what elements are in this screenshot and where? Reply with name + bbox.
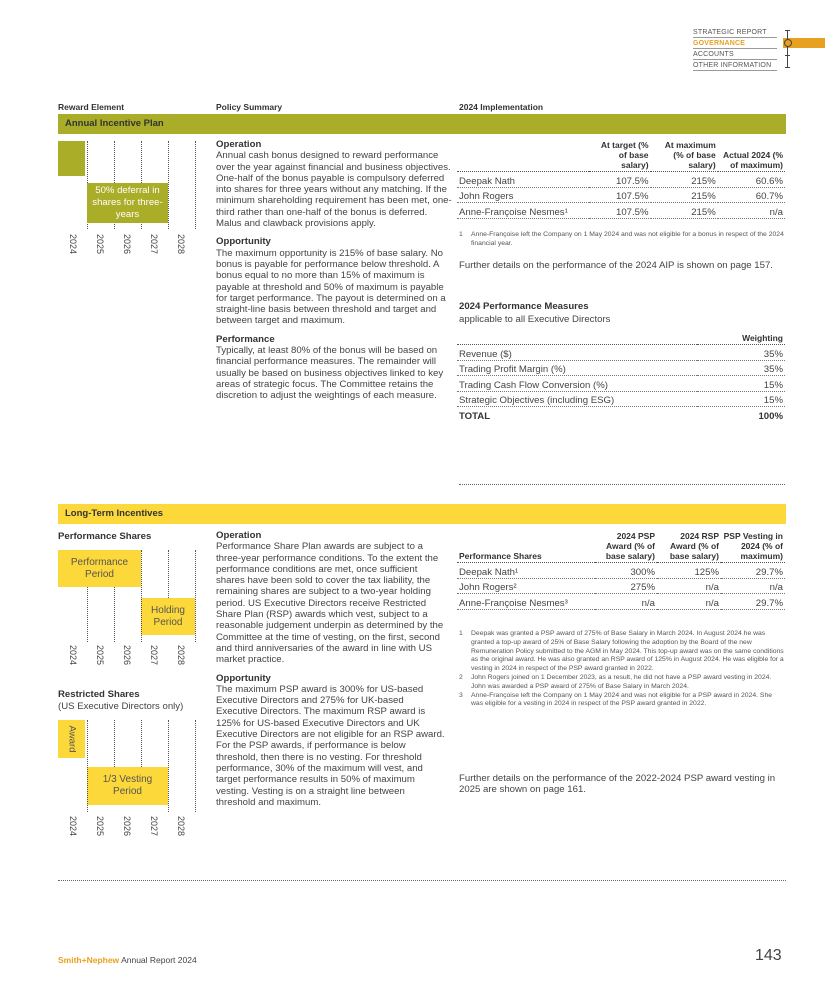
performance-shares-title: Performance Shares <box>58 531 152 542</box>
vesting-period-box: 1/3 Vesting Period <box>87 767 168 805</box>
timeline-year: 2028 <box>176 816 186 837</box>
nav-tick <box>785 55 790 56</box>
aip-performance-heading: Performance <box>216 333 275 345</box>
at-max-value: 215% <box>651 203 718 219</box>
footnote-text: Anne-Françoise left the Company on 1 May 2024 and was not eligible for a bonus in respect of the 2024 financial year. <box>471 231 784 247</box>
rsp-value: n/a <box>657 594 721 610</box>
director-name: Anne-Françoise Nesmes¹ <box>457 203 589 219</box>
director-name: Deepak Nath¹ <box>457 563 595 579</box>
timeline-year: 2027 <box>149 645 159 666</box>
measure-weight: 15% <box>697 391 785 407</box>
footnote-number: 1 <box>459 231 463 238</box>
lti-col-psp: 2024 PSP Award (% of base salary) <box>595 531 657 563</box>
table-total-row <box>457 407 785 423</box>
measures-table-header <box>457 333 785 345</box>
timeline-divider <box>168 550 169 598</box>
timeline-divider <box>168 141 169 229</box>
at-target-value: 107.5% <box>589 172 650 188</box>
director-name: John Rogers² <box>457 578 595 594</box>
aip-table-header <box>457 140 785 172</box>
measure-weight: 15% <box>697 376 785 392</box>
table-row <box>457 187 785 203</box>
actual-value: 60.6% <box>718 172 785 188</box>
table-row <box>457 594 785 610</box>
at-target-value: 107.5% <box>589 203 650 219</box>
aip-footnote <box>459 231 785 249</box>
table-row <box>457 203 785 219</box>
timeline-year: 2025 <box>95 645 105 666</box>
rsp-value: n/a <box>657 578 721 594</box>
director-name: John Rogers <box>457 187 589 203</box>
timeline-year: 2027 <box>149 234 159 255</box>
lti-table-header <box>457 531 785 563</box>
nav-strategic-report[interactable]: STRATEGIC REPORT <box>693 27 777 38</box>
col-reward-element: Reward Element <box>58 102 125 112</box>
aip-operation-heading: Operation <box>216 139 262 150</box>
aip-bonus-year-block <box>58 141 85 176</box>
lti-col-name: Performance Shares <box>457 531 595 563</box>
table-row <box>457 391 785 407</box>
nav-active-marker <box>784 39 792 47</box>
timeline-year: 2026 <box>122 816 132 837</box>
footnote <box>459 630 785 674</box>
report-name: Annual Report 2024 <box>119 955 197 965</box>
aip-opportunity-heading: Opportunity <box>216 236 271 248</box>
aip-col-max: At maximum (% of base salary) <box>651 140 718 172</box>
lti-band: Long-Term Incentives <box>58 504 786 524</box>
lti-opportunity-text: The maximum PSP award is 300% for US-based Executive Directors and 275% for UK-based Executive Directors. The maximum RSP award is 125% for US-based Executive Directors and UK Executive Directors are not eligible for an RSP award. For the PSP awards, if performance is below threshold, then there is no vesting. For threshold performance, 30% of the maximum will vest, and target performance results in 50% of maximum vesting. Vesting is on a straight line between threshold and maximum. <box>216 683 445 808</box>
actual-value: 60.7% <box>718 187 785 203</box>
lti-table <box>457 531 785 610</box>
footnote-number: 2 <box>459 673 463 681</box>
timeline-year: 2026 <box>122 645 132 666</box>
timeline-divider <box>114 720 115 767</box>
timeline-year: 2025 <box>95 816 105 837</box>
nav-governance[interactable]: GOVERNANCE <box>693 38 777 49</box>
lti-col-rsp: 2024 RSP Award (% of base salary) <box>657 531 721 563</box>
rsp-value: 125% <box>657 563 721 579</box>
nav-tick <box>785 67 790 68</box>
footnote-number: 1 <box>459 630 463 637</box>
restricted-shares-subtitle: (US Executive Directors only) <box>58 701 184 712</box>
timeline-divider <box>114 587 115 642</box>
measure-name: Trading Cash Flow Conversion (%) <box>457 376 697 392</box>
aip-band: Annual Incentive Plan <box>58 114 786 134</box>
table-row <box>457 563 785 579</box>
lti-operation-text: Performance Share Plan awards are subject to a three-year performance conditions. To the extent the performance conditions are met, once sufficient shares have been sold to cover the tax liability, the remaining shares are subject to a two-year holding period. US Executive Directors receive Restricted Share Plan (RSP) awards which vest, subject to a reasonable judgement underpin as determined by the Committee at the time of vesting, on the first, second and third anniversaries of the award in line with US market practice. <box>216 541 444 666</box>
lti-further-details: Further details on the performance of the 2022-2024 PSP award vesting in 2025 are shown on page 161. <box>459 773 776 796</box>
at-target-value: 107.5% <box>589 187 650 203</box>
lti-opportunity-heading: Opportunity <box>216 672 271 684</box>
timeline-divider <box>141 720 142 767</box>
footnote <box>459 692 785 710</box>
timeline-divider <box>195 720 196 812</box>
aip-operation-text: Annual cash bonus designed to reward performance over the year against financial and business objectives. One-half of the bonus payable is compulsory deferred into shares for three years without any matching. If the minimum shareholding requirement has been met, one-third rather than one-half of the bonus is deferred. Malus and clawback provisions apply. <box>216 150 452 230</box>
director-name: Deepak Nath <box>457 172 589 188</box>
aip-policy-summary <box>216 139 452 402</box>
table-row <box>457 172 785 188</box>
measures-blank-header <box>457 333 697 345</box>
timeline-divider <box>87 587 88 642</box>
measure-name: Revenue ($) <box>457 345 697 361</box>
brand-name: Smith+Nephew <box>58 955 120 965</box>
col-policy-summary: Policy Summary <box>216 102 283 112</box>
table-row <box>457 360 785 376</box>
actual-value: n/a <box>718 203 785 219</box>
timeline-year: 2028 <box>176 234 186 255</box>
timeline-divider <box>141 550 142 642</box>
timeline-year: 2026 <box>122 234 132 255</box>
table-row <box>457 376 785 392</box>
nav-accounts[interactable]: ACCOUNTS <box>693 49 777 60</box>
timeline-divider <box>87 720 88 812</box>
aip-opportunity-text: The maximum opportunity is 215% of base salary. No bonus is payable for performance below threshold. A bonus equal to no more than 15% of maximum is payable at threshold and 50% of maximum is payable for target performance. The payout is determined on a straight-line basis between threshold and target and between target and maximum. <box>216 247 446 327</box>
measure-name: Trading Profit Margin (%) <box>457 360 697 376</box>
measures-title: 2024 Performance Measures <box>459 301 589 312</box>
total-label: TOTAL <box>459 411 491 422</box>
vesting-value: 29.7% <box>721 563 785 579</box>
weighting-header: Weighting <box>697 333 785 345</box>
table-row <box>457 578 785 594</box>
measures-table <box>457 333 785 422</box>
col-implementation: 2024 Implementation <box>459 102 544 112</box>
aip-performance-text: Typically, at least 80% of the bonus will be based on financial performance measures. The remainder will usually be based on business objectives linked to key areas of strategic focus. The Committee retains the discretion to adjust the weightings of each measure. <box>216 345 444 402</box>
footer <box>58 955 197 965</box>
lti-operation-heading: Operation <box>216 530 262 541</box>
lti-footnotes <box>459 630 785 709</box>
footnote-text: John Rogers joined on 1 December 2023, as a result, he did not have a PSP award vesting in 2024. John was awarded a PSP award of 275% of Base Salary in March 2024. <box>471 673 772 690</box>
timeline-year: 2024 <box>68 645 78 666</box>
timeline-divider <box>195 141 196 229</box>
aip-deferral-box: 50% deferral in shares for three-years <box>87 183 168 223</box>
measure-weight: 35% <box>697 360 785 376</box>
table-row <box>457 345 785 361</box>
psp-value: n/a <box>595 594 657 610</box>
aip-col-target: At target (% of base salary) <box>589 140 650 172</box>
at-max-value: 215% <box>651 172 718 188</box>
section-divider <box>58 880 786 881</box>
aip-further-details: Further details on the performance of the 2024 AIP is shown on page 157. <box>459 260 773 271</box>
timeline-year: 2025 <box>95 234 105 255</box>
vesting-value: n/a <box>721 578 785 594</box>
timeline-year: 2027 <box>149 816 159 837</box>
total-value: 100% <box>758 411 783 422</box>
lti-policy-summary <box>216 530 446 808</box>
performance-period-box: Performance Period <box>58 550 141 587</box>
at-max-value: 215% <box>651 187 718 203</box>
nav-line <box>787 30 788 68</box>
lti-col-vesting: PSP Vesting in 2024 (% of maximum) <box>721 531 785 563</box>
vesting-value: 29.7% <box>721 594 785 610</box>
aip-table-blank-header <box>457 140 589 172</box>
footnote-text: Deepak was granted a PSP award of 275% of Base Salary in March 2024. In August 2024 he was granted a top-up award of 25% of Base Salary following the adoption by the Board of the new Remuneration Policy submitted to the AGM in May 2024. This top-up award was on the same conditions as the original award. He was also granted an RSP award of 125% in August 2024. He was eligible for a vesting in 2024 in respect of the PSP award granted in 2022. <box>471 630 784 673</box>
measure-name: Strategic Objectives (including ESG) <box>457 391 697 407</box>
footnote-number: 3 <box>459 691 463 699</box>
holding-period-box: Holding Period <box>141 598 195 635</box>
timeline-year: 2028 <box>176 645 186 666</box>
psp-value: 275% <box>595 578 657 594</box>
page-number: 143 <box>755 947 782 964</box>
restricted-shares-title: Restricted Shares <box>58 689 140 700</box>
section-nav <box>693 27 777 71</box>
timeline-divider <box>195 550 196 642</box>
timeline-year: 2024 <box>68 816 78 837</box>
footnote-text: Anne-Françoise left the Company on 1 May 2024 and was not eligible for a PSP award in 2024. She was eligible for a vesting in 2024 in respect of the PSP award granted in 2022. <box>471 691 773 708</box>
footnote <box>459 674 785 692</box>
psp-value: 300% <box>595 563 657 579</box>
measures-subtitle: applicable to all Executive Directors <box>459 314 611 325</box>
timeline-divider <box>168 720 169 812</box>
measure-weight: 35% <box>697 345 785 361</box>
section-divider <box>459 484 785 485</box>
nav-tick <box>785 30 790 31</box>
director-name: Anne-Françoise Nesmes³ <box>457 594 595 610</box>
timeline-year: 2024 <box>68 234 78 255</box>
award-box <box>58 720 85 758</box>
nav-other-information[interactable]: OTHER INFORMATION <box>693 60 777 71</box>
award-label: Award <box>66 725 78 753</box>
aip-table <box>457 140 785 219</box>
aip-col-actual: Actual 2024 (% of maximum) <box>718 140 785 172</box>
